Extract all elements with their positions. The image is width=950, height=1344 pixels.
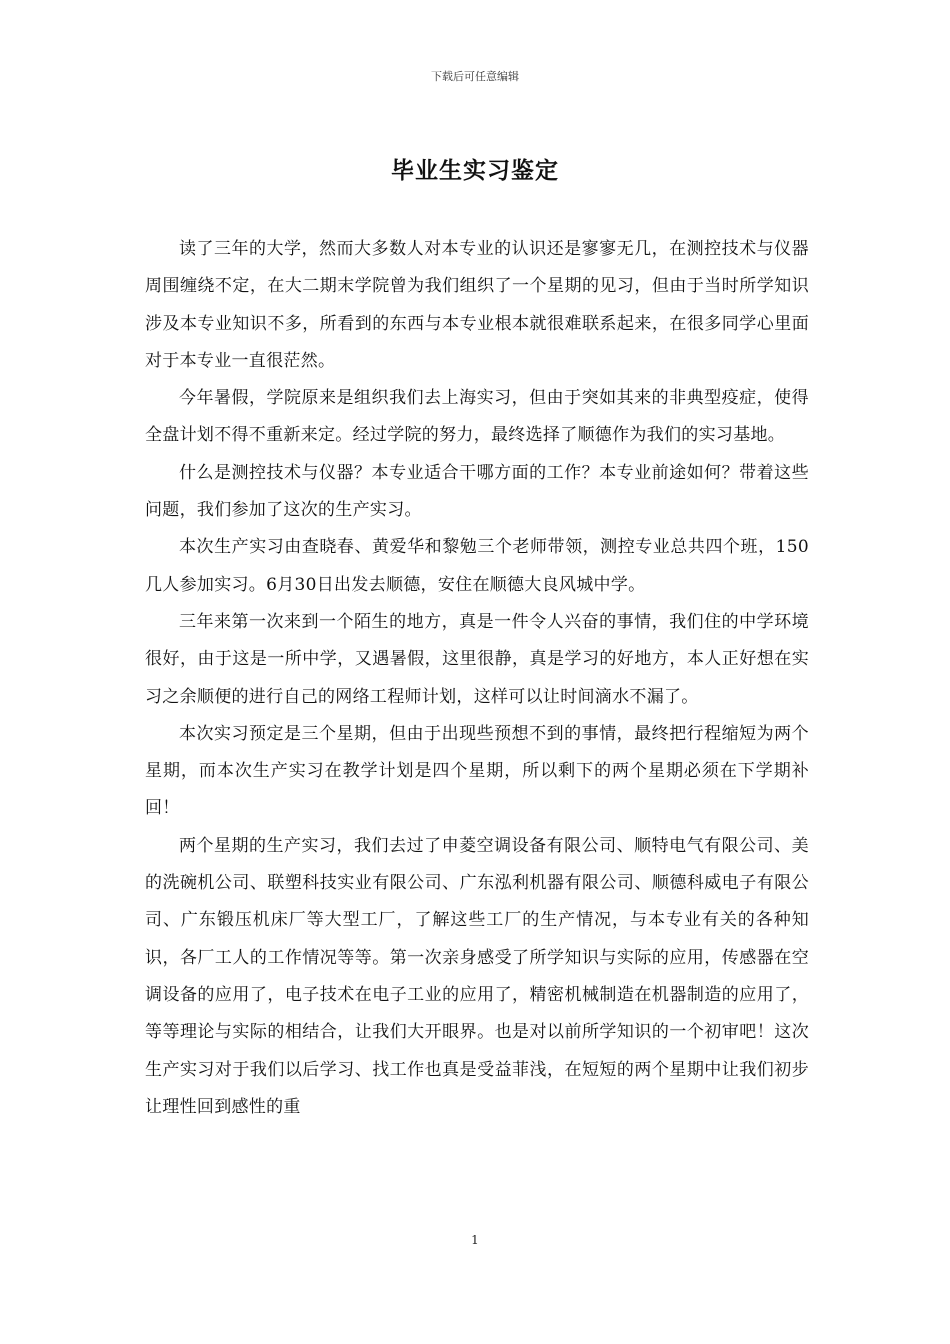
- paragraph: 三年来第一次来到一个陌生的地方，真是一件令人兴奋的事情，我们住的中学环境很好，由于这是一所中学，又遇暑假，这里很静，真是学习的好地方，本人正好想在实习之余顺便的进行自己的网络工程师计划，这样可以让时间滴水不漏了。: [145, 611, 809, 707]
- paragraph: 本次生产实习由查晓春、黄爱华和黎勉三个老师带领，测控专业总共四个班，150几人参加实习。6月30日出发去顺德，安住在顺德大良风城中学。: [145, 537, 809, 595]
- paragraph: 今年暑假，学院原来是组织我们去上海实习，但由于突如其来的非典型疫症，使得全盘计划不得不重新来定。经过学院的努力，最终选择了顺德作为我们的实习基地。: [145, 388, 809, 446]
- paragraph: 读了三年的大学，然而大多数人对本专业的认识还是寥寥无几，在测控技术与仪器周围缠绕不定，在大二期末学院曾为我们组织了一个星期的见习，但由于当时所学知识涉及本专业知识不多，所看到的东西与本专业根本就很难联系起来，在很多同学心里面对于本专业一直很茫然。: [145, 239, 809, 371]
- paragraph: 两个星期的生产实习，我们去过了申菱空调设备有限公司、顺特电气有限公司、美的洗碗机公司、联塑科技实业有限公司、广东泓利机器有限公司、顺德科威电子有限公司、广东锻压机床厂等大型工厂，了解这些工厂的生产情况，与本专业有关的各种知识，各厂工人的工作情况等等。第一次亲身感受了所学知识与实际的应用，传感器在空调设备的应用了，电子技术在电子工业的应用了，精密机械制造在机器制造的应用了，等等理论与实际的相结合，让我们大开眼界。也是对以前所学知识的一个初审吧！这次生产实习对于我们以后学习、找工作也真是受益菲浅，在短短的两个星期中让我们初步让理性回到感性的重: [145, 835, 809, 1117]
- paragraph: 什么是测控技术与仪器？本专业适合干哪方面的工作？本专业前途如何？带着这些问题，我们参加了这次的生产实习。: [145, 462, 809, 521]
- document-title: 毕业生实习鉴定: [391, 157, 559, 184]
- header-note: 下载后可任意编辑: [431, 70, 519, 83]
- paragraph: 本次实习预定是三个星期，但由于出现些预想不到的事情，最终把行程缩短为两个星期，而本次生产实习在教学计划是四个星期，所以剩下的两个星期必须在下学期补回！: [145, 723, 809, 819]
- document-body: [145, 231, 809, 1126]
- page-number: 1: [471, 1233, 479, 1247]
